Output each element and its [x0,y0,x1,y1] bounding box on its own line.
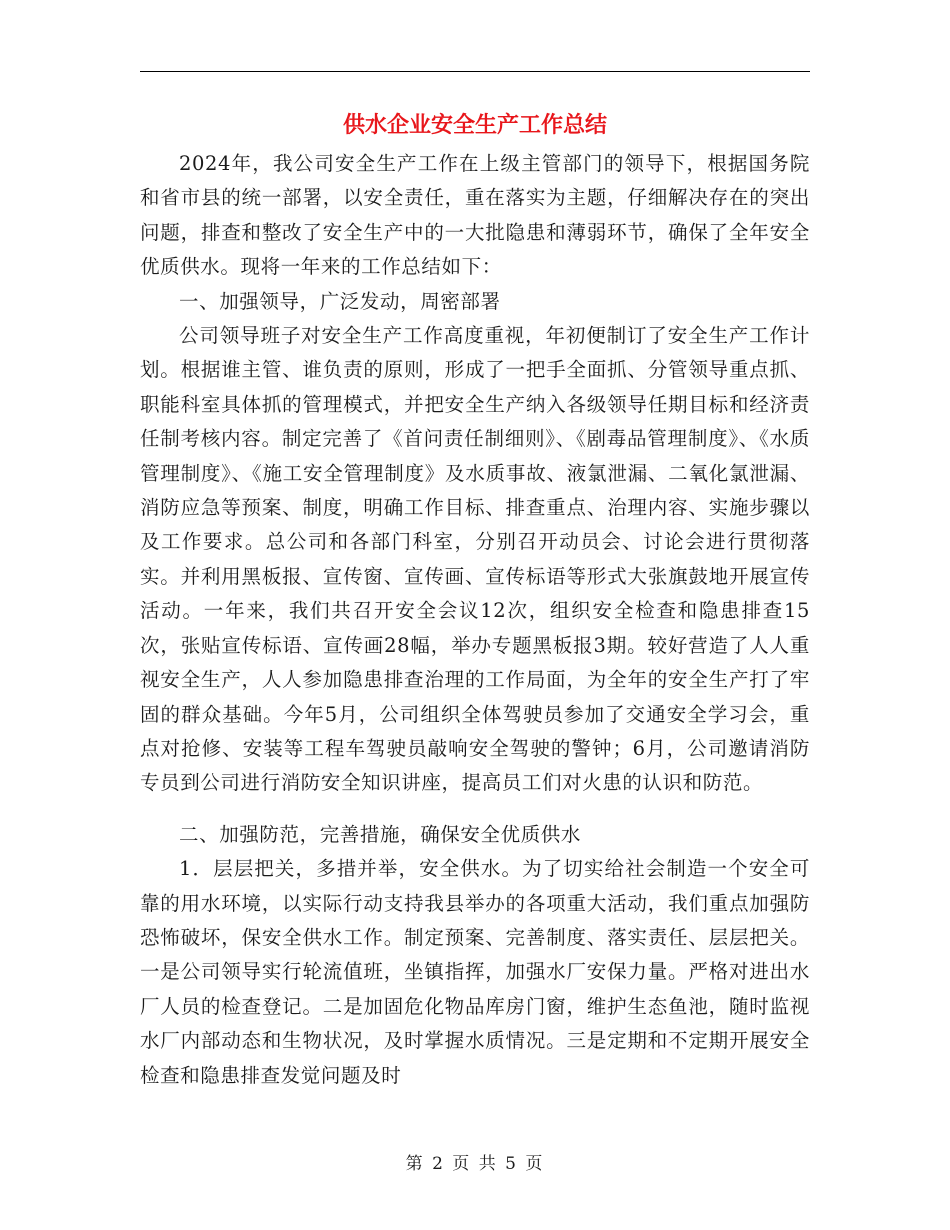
document-body [140,147,810,1093]
document-title: 供水企业安全生产工作总结 [342,112,607,138]
paragraph-section-1: 公司领导班子对安全生产工作高度重视，年初便制订了安全生产工作计划。根据谁主管、谁负责的原则，形成了一把手全面抓、分管领导重点抓、职能科室具体抓的管理模式，并把安全生产纳入各级领导任期目标和经济责任制考核内容。制定完善了《首问责任制细则》、《剧毒品管理制度》、《水质管理制度》、《施工安全管理制度》及水质事故、液氯泄漏、二氧化氯泄漏、消防应急等预案、制度，明确工作目标、排查重点、治理内容、实施步骤以及工作要求。总公司和各部门科室，分别召开动员会、讨论会进行贯彻落实。并利用黑板报、宣传窗、宣传画、宣传标语等形式大张旗鼓地开展宣传活动。一年来，我们共召开安全会议12次，组织安全检查和隐患排查15次，张贴宣传标语、宣传画28幅，举办专题黑板报3期。较好营造了人人重视安全生产，人人参加隐患排查治理的工作局面，为全年的安全生产打了牢固的群众基础。今年5月，公司组织全体驾驶员参加了交通安全学习会，重点对抢修、安装等工程车驾驶员敲响安全驾驶的警钟；6月，公司邀请消防专员到公司进行消防安全知识讲座，提高员工们对火患的认识和防范。 [140,324,810,795]
section-heading-1: 一、加强领导，广泛发动，周密部署 [179,289,501,313]
page-number: 第 2 页 共 5 页 [405,1154,545,1174]
paragraph-section-2-item-1: 1．层层把关，多措并举，安全供水。为了切实给社会制造一个安全可靠的用水环境，以实际行动支持我县举办的各项重大活动，我们重点加强防恐怖破坏，保安全供水工作。制定预案、完善制度、落实责任、层层把关。一是公司领导实行轮流值班，坐镇指挥，加强水厂安保力量。严格对进出水厂人员的检查登记。二是加固危化物品库房门窗，维护生态鱼池，随时监视水厂内部动态和生物状况，及时掌握水质情况。三是定期和不定期开展安全检查和隐患排查发觉问题及时 [140,857,810,1087]
header-rule [140,71,810,72]
section-heading-2: 二、加强防范，完善措施，确保安全优质供水 [179,822,582,846]
paragraph-intro: 2024年，我公司安全生产工作在上级主管部门的领导下，根据国务院和省市县的统一部署，以安全责任，重在落实为主题，仔细解决存在的突出问题，排查和整改了安全生产中的一大批隐患和薄弱环节，确保了全年安全优质供水。现将一年来的工作总结如下： [140,152,810,279]
